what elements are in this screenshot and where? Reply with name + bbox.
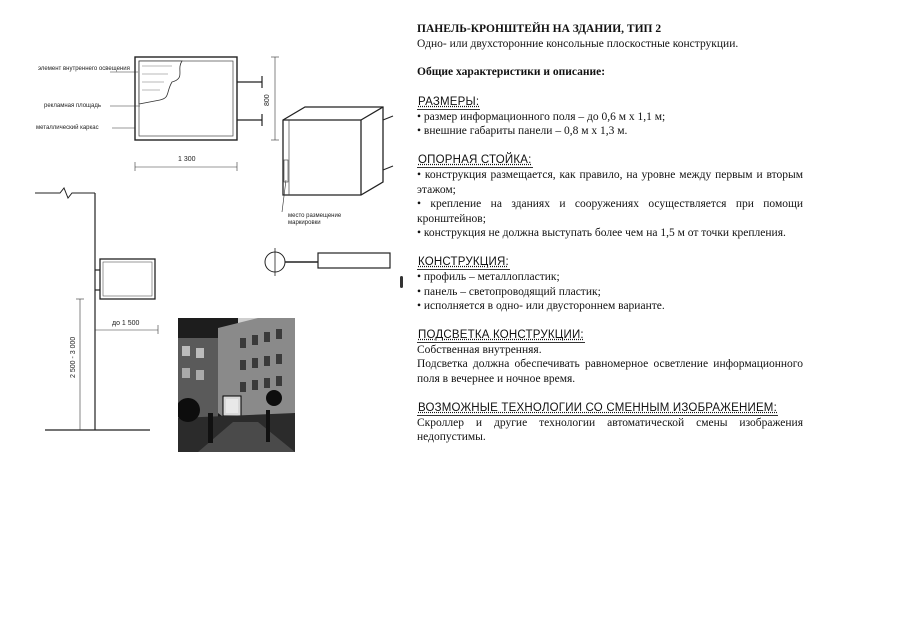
dimension-width: 1 300 — [178, 156, 196, 163]
section-heading-support: ОПОРНАЯ СТОЙКА: — [418, 153, 532, 166]
construction-item: • панель – светопроводящий пластик; — [417, 285, 601, 298]
support-item: • крепление на зданиях и сооружениях осуществляется при помощи кронштейнов; — [417, 198, 803, 225]
technical-drawings — [0, 0, 410, 460]
construction-item: • профиль – металлопластик; — [417, 270, 560, 283]
dimension-offset: до 1 500 — [112, 320, 140, 327]
section-lighting — [417, 328, 803, 387]
section-sizes — [417, 95, 803, 139]
construction-item: • исполняется в одно- или двустороннем варианте. — [417, 300, 665, 313]
page-subtitle: Одно- или двухсторонние консольные плоскостные конструкции. — [417, 37, 739, 50]
section-heading-technologies: ВОЗМОЖНЫЕ ТЕХНОЛОГИИ СО СМЕННЫМ ИЗОБРАЖЕНИЕМ: — [418, 401, 777, 414]
scan-mark — [400, 276, 403, 288]
section-support — [417, 153, 803, 241]
lighting-line: Подсветка должна обеспечивать равномерное осветление информационного поля в вечернее и ночное время. — [417, 358, 803, 385]
description-column — [417, 22, 803, 445]
lighting-line: Собственная внутренняя. — [417, 343, 542, 356]
label-ad-area: рекламная площадь — [44, 103, 101, 109]
section-heading-construction: КОНСТРУКЦИЯ: — [418, 255, 509, 268]
support-item: • конструкция не должна выступать более чем на 1,5 м от точки крепления. — [417, 227, 786, 240]
dimension-height: 800 — [264, 94, 271, 106]
sizes-item: • внешние габариты панели – 0,8 м х 1,3 м. — [417, 125, 628, 138]
section-heading-sizes: РАЗМЕРЫ: — [418, 95, 480, 108]
section-heading-lighting: ПОДСВЕТКА КОНСТРУКЦИИ: — [418, 328, 584, 341]
photo-illustration — [178, 318, 295, 452]
label-metal-frame: металлический каркас — [36, 125, 99, 131]
section-construction — [417, 255, 803, 314]
section-technologies — [417, 401, 803, 445]
label-marking-place: место размещение маркировки — [288, 213, 342, 226]
page-title: ПАНЕЛЬ-КРОНШТЕЙН НА ЗДАНИИ, ТИП 2 — [417, 23, 662, 35]
support-item: • конструкция размещается, как правило, на уровне между первым и вторым этажом; — [417, 168, 803, 196]
sizes-item: • размер информационного поля – до 0,6 м х 1,1 м; — [417, 110, 666, 123]
technologies-line: Скроллер и другие технологии автоматической смены изображения недопустимы. — [417, 416, 803, 444]
street-photo — [178, 318, 295, 452]
general-heading: Общие характеристики и описание: — [417, 66, 606, 79]
label-lighting-element: элемент внутреннего освещения — [38, 66, 130, 72]
dimension-mount-height: 2 500 - 3 000 — [70, 336, 77, 378]
